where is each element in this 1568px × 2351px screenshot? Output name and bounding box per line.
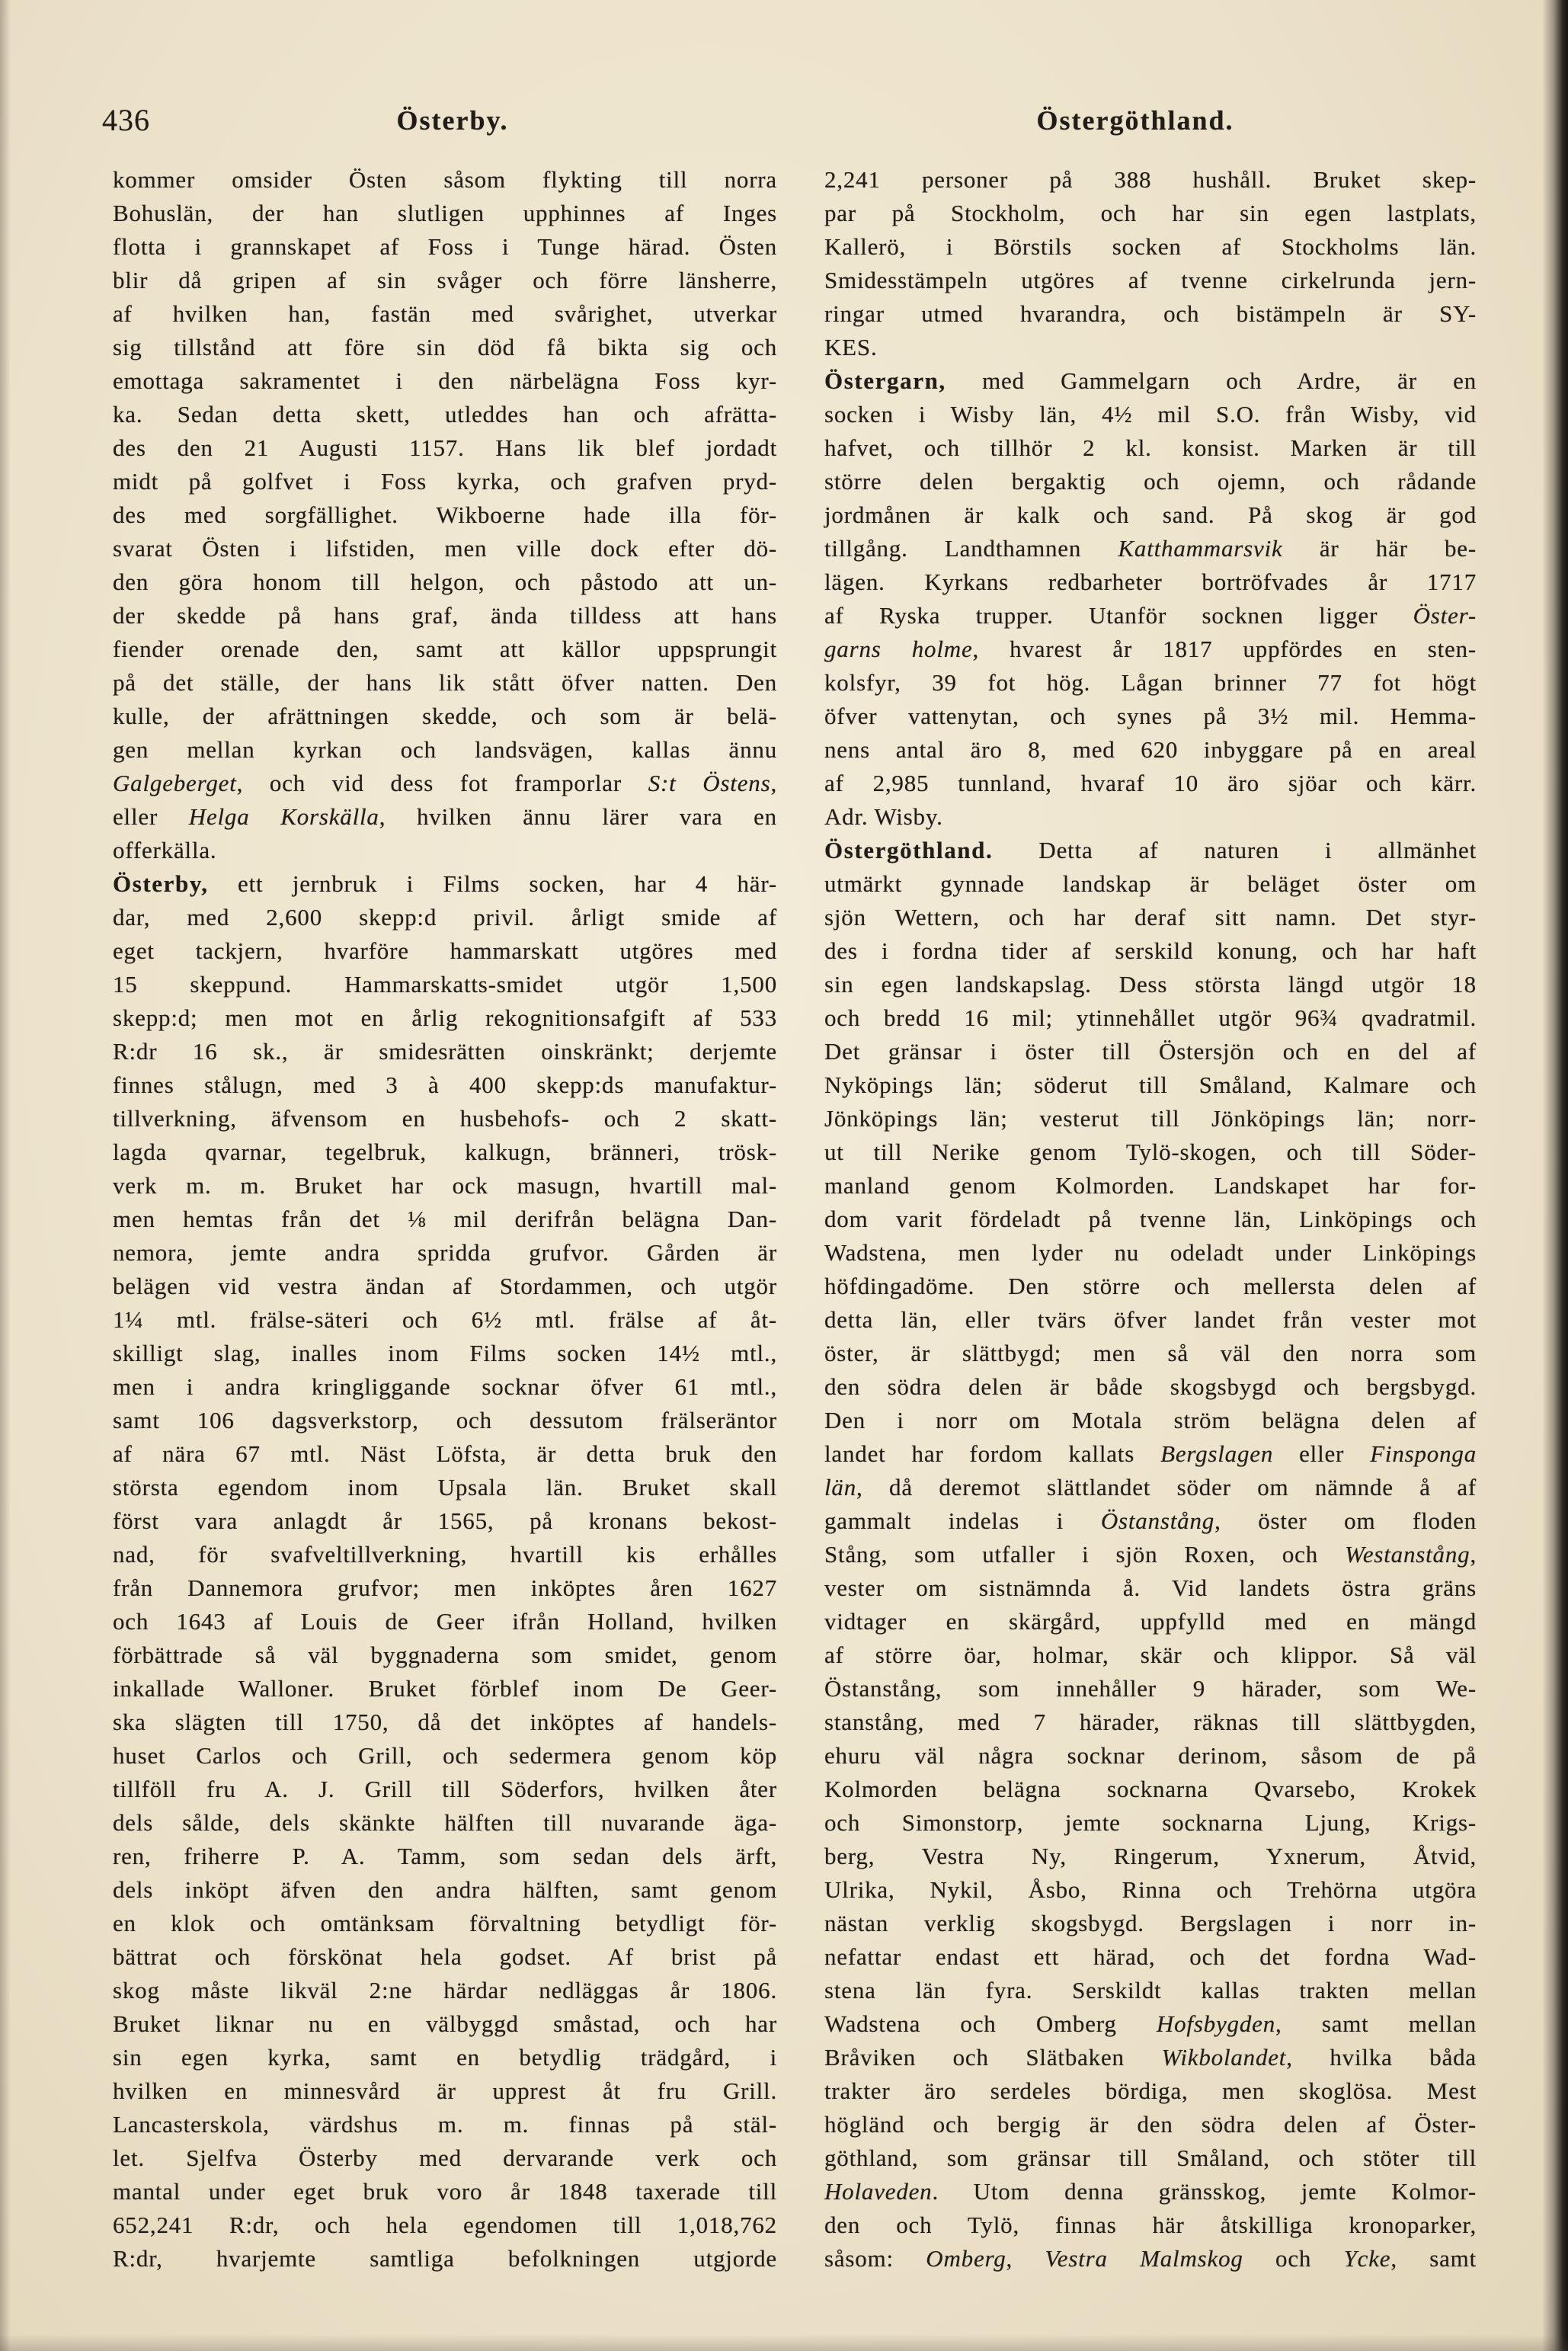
text-line bbox=[824, 230, 1477, 264]
text-line bbox=[113, 1203, 777, 1236]
text-run: dar, med 2,600 skepp:d privil. årligt smide af bbox=[113, 904, 777, 930]
text-run: först vara anlagdt år 1565, på kronans bekost- bbox=[113, 1507, 777, 1534]
text-run: midt på golfvet i Foss kyrka, och grafven pryd- bbox=[113, 468, 777, 495]
text-run: Detta af naturen i allmänhet bbox=[993, 837, 1477, 863]
text-line bbox=[113, 1773, 777, 1806]
text-run: let. Sjelfva Österby med dervarande verk och bbox=[113, 2144, 777, 2171]
text-line bbox=[113, 834, 777, 867]
text-run: dels inköpt äfven den andra hälften, samt genom bbox=[113, 1876, 777, 1903]
text-line bbox=[113, 1940, 777, 1974]
text-line bbox=[113, 2208, 777, 2242]
text-line bbox=[113, 1672, 777, 1706]
text-run: af nära 67 mtl. Näst Löfsta, är detta bruk den bbox=[113, 1440, 777, 1467]
text-line bbox=[113, 1571, 777, 1605]
text-run: , hvilken ännu lärer vara en bbox=[379, 803, 777, 830]
text-line bbox=[113, 1169, 777, 1203]
text-run: är här be- bbox=[1282, 535, 1477, 562]
text-run: eller bbox=[1273, 1440, 1371, 1467]
text-run: Smidesstämpeln utgöres af tvenne cirkelrunda jern- bbox=[824, 267, 1477, 293]
text-run: af hvilken han, fastän med svårighet, utverkar bbox=[113, 300, 777, 327]
text-line bbox=[113, 1471, 777, 1504]
text-run: men hemtas från det ⅛ mil derifrån belägna Dan- bbox=[113, 1206, 777, 1232]
text-run: af Ryska trupper. Utanför socknen ligger bbox=[824, 602, 1413, 629]
text-line bbox=[113, 1873, 777, 1907]
text-line bbox=[113, 1035, 777, 1068]
text-run: och 1643 af Louis de Geer ifrån Holland, hvilken bbox=[113, 1608, 777, 1635]
text-run: nefattar endast ett härad, och det fordna Wad- bbox=[824, 1943, 1477, 1970]
text-line bbox=[824, 1437, 1477, 1471]
text-line bbox=[824, 901, 1477, 934]
text-run: , bbox=[1470, 1541, 1477, 1568]
text-run: samt 106 dagsverkstorp, och dessutom frälseräntor bbox=[113, 1407, 777, 1433]
italic-term: Helga Korskälla bbox=[188, 803, 379, 830]
text-line bbox=[113, 1739, 777, 1773]
text-line bbox=[824, 331, 1477, 364]
text-line bbox=[824, 1571, 1477, 1605]
text-run: Ulrika, Nykil, Åsbo, Rinna och Trehörna utgöra bbox=[824, 1876, 1477, 1903]
text-run: stena län fyra. Serskildt kallas trakten mellan bbox=[824, 1977, 1477, 2003]
text-line bbox=[824, 1203, 1477, 1236]
text-run: 652,241 R:dr, och hela egendomen till 1,018,762 bbox=[113, 2212, 777, 2238]
text-line bbox=[113, 230, 777, 264]
text-line bbox=[113, 1068, 777, 1102]
text-line bbox=[824, 1236, 1477, 1270]
text-line bbox=[113, 264, 777, 297]
text-line bbox=[824, 532, 1477, 565]
text-run: sig tillstånd att före sin död få bikta sig och bbox=[113, 334, 777, 360]
text-line bbox=[824, 1102, 1477, 1135]
text-line bbox=[113, 1605, 777, 1638]
text-run: ren, friherre P. A. Tamm, som sedan dels ärft, bbox=[113, 1843, 777, 1869]
text-run: detta län, eller tvärs öfver landet från vester mot bbox=[824, 1306, 1477, 1333]
text-run: sin egen kyrka, samt en betydlig trädgård, i bbox=[113, 2044, 777, 2071]
text-line bbox=[113, 1504, 777, 1538]
italic-term: S:t Östens bbox=[648, 770, 771, 796]
text-run: , öster om floden bbox=[1214, 1507, 1477, 1534]
text-run: ut till Nerike genom Tylö-skogen, och till Söder- bbox=[824, 1139, 1477, 1165]
text-line bbox=[113, 532, 777, 565]
text-run: stanstång, med 7 härader, räknas till slättbygden, bbox=[824, 1709, 1477, 1735]
text-line bbox=[824, 1404, 1477, 1437]
text-run: trakter äro serdeles bördiga, men skoglösa. Mest bbox=[824, 2077, 1477, 2104]
text-line bbox=[113, 1303, 777, 1337]
running-head-right: Östergöthland. bbox=[1036, 105, 1234, 136]
text-run: och bbox=[1243, 2245, 1344, 2272]
text-line bbox=[824, 1135, 1477, 1169]
text-line bbox=[113, 431, 777, 465]
text-run: , hvarest år 1817 uppfördes en sten- bbox=[972, 636, 1477, 662]
text-line bbox=[824, 834, 1477, 867]
text-line bbox=[113, 565, 777, 599]
text-line bbox=[113, 1907, 777, 1940]
text-run: Jönköpings län; vesterut till Jönköpings län; norr- bbox=[824, 1105, 1477, 1132]
text-run: socken i Wisby län, 4½ mil S.O. från Wisby, vid bbox=[824, 401, 1477, 428]
text-run: 2,241 personer på 388 hushåll. Bruket skep- bbox=[824, 166, 1477, 193]
text-line bbox=[113, 197, 777, 230]
text-line bbox=[113, 1001, 777, 1035]
text-line bbox=[113, 968, 777, 1001]
text-run: finnes stålugn, med 3 à 400 skepp:ds manufaktur- bbox=[113, 1071, 777, 1098]
text-run: kolsfyr, 39 fot hög. Lågan brinner 77 fot högt bbox=[824, 669, 1477, 696]
text-line bbox=[113, 1538, 777, 1571]
text-run: och Simonstorp, jemte socknarna Ljung, Krigs- bbox=[824, 1809, 1477, 1836]
text-run: mantal under eget bruk voro år 1848 taxerade till bbox=[113, 2178, 777, 2205]
italic-term: Westanstång bbox=[1345, 1541, 1470, 1568]
text-run: gen mellan kyrkan och landsvägen, kallas ännu bbox=[113, 736, 777, 763]
text-run: ka. Sedan detta skett, utleddes han och afrätta- bbox=[113, 401, 777, 428]
text-run: nemora, jemte andra spridda grufvor. Gården är bbox=[113, 1239, 777, 1266]
text-run: sjön Wettern, och har deraf sitt namn. Det styr- bbox=[824, 904, 1477, 930]
text-run: nens antal äro 8, med 620 inbyggare på en areal bbox=[824, 736, 1477, 763]
page-header bbox=[0, 99, 1568, 142]
text-line bbox=[113, 934, 777, 968]
text-run: den södra delen är både skogsbygd och bergsbygd. bbox=[824, 1373, 1477, 1400]
text-run: , samt bbox=[1390, 2245, 1477, 2272]
text-line bbox=[824, 2007, 1477, 2041]
text-run: der skedde på hans graf, ända tilldess att hans bbox=[113, 602, 777, 629]
text-line bbox=[113, 867, 777, 901]
text-line bbox=[824, 1538, 1477, 1571]
text-line bbox=[824, 431, 1477, 465]
text-line bbox=[113, 163, 777, 197]
text-run: offerkälla. bbox=[113, 837, 217, 863]
text-run: ett jernbruk i Films socken, har 4 här- bbox=[208, 870, 777, 897]
text-line bbox=[113, 364, 777, 398]
text-line bbox=[824, 2108, 1477, 2141]
text-run: par på Stockholm, och har sin egen lastplats, bbox=[824, 200, 1477, 226]
text-run: dels sålde, dels skänkte hälften till nuvarande äga- bbox=[113, 1809, 777, 1836]
text-line bbox=[824, 498, 1477, 532]
running-head-left: Österby. bbox=[396, 105, 509, 136]
text-run: en klok och omtänksam förvaltning betydligt för- bbox=[113, 1910, 777, 1936]
text-line bbox=[824, 800, 1477, 834]
entry-headword: Österby, bbox=[113, 870, 209, 897]
text-line bbox=[113, 633, 777, 666]
text-line bbox=[824, 1270, 1477, 1303]
text-run: men i andra kringliggande socknar öfver 61 mtl., bbox=[113, 1373, 777, 1400]
text-line bbox=[824, 934, 1477, 968]
text-run: höfdingadöme. Den större och mellersta delen af bbox=[824, 1273, 1477, 1299]
text-run: , hvilka båda bbox=[1286, 2044, 1477, 2071]
text-run: af 2,985 tunnland, hvaraf 10 äro sjöar och kärr. bbox=[824, 770, 1477, 796]
text-run: tillverkning, äfvensom en husbehofs- och 2 skatt- bbox=[113, 1105, 777, 1132]
text-run: utmärkt gynnade landskap är beläget öster om bbox=[824, 870, 1477, 897]
text-run: Nyköpings län; söderut till Småland, Kalmare och bbox=[824, 1071, 1477, 1098]
text-line bbox=[824, 565, 1477, 599]
text-line bbox=[113, 2242, 777, 2276]
text-run: gammalt indelas i bbox=[824, 1507, 1101, 1534]
text-line bbox=[824, 2141, 1477, 2175]
text-line bbox=[824, 465, 1477, 498]
italic-term: Ycke bbox=[1343, 2245, 1391, 2272]
text-run: högländ och bergig är den södra delen af Öster- bbox=[824, 2111, 1477, 2138]
text-line bbox=[113, 767, 777, 800]
text-line bbox=[113, 1437, 777, 1471]
text-run: , samt mellan bbox=[1275, 2010, 1477, 2037]
text-line bbox=[824, 1840, 1477, 1873]
text-line bbox=[824, 1907, 1477, 1940]
text-line bbox=[824, 1706, 1477, 1739]
text-line bbox=[113, 1638, 777, 1672]
text-run: den och Tylö, finnas här åtskilliga kronoparker, bbox=[824, 2212, 1477, 2238]
text-run: förbättrade så väl byggnaderna som smidet, genom bbox=[113, 1642, 777, 1668]
text-line bbox=[824, 1504, 1477, 1538]
text-line bbox=[824, 398, 1477, 431]
text-line bbox=[824, 1605, 1477, 1638]
text-line bbox=[824, 1068, 1477, 1102]
text-line bbox=[113, 599, 777, 633]
text-run: eget tackjern, hvarföre hammarskatt utgöres med bbox=[113, 937, 777, 964]
text-line bbox=[113, 2007, 777, 2041]
text-line bbox=[113, 2041, 777, 2074]
text-line bbox=[824, 666, 1477, 700]
text-line bbox=[113, 297, 777, 331]
text-line bbox=[824, 1169, 1477, 1203]
text-run: Bohuslän, der han slutligen upphinnes af Inges bbox=[113, 200, 777, 226]
text-line bbox=[824, 1773, 1477, 1806]
text-run: des i fordna tider af serskild konung, och har haft bbox=[824, 937, 1477, 964]
text-column-right bbox=[824, 163, 1477, 2276]
text-run: Wadstena och Omberg bbox=[824, 2010, 1157, 2037]
text-run: Lancasterskola, värdshus m. m. finnas på stäl- bbox=[113, 2111, 777, 2138]
text-run: hvilken en minnesvård är upprest åt fru Grill. bbox=[113, 2077, 777, 2104]
text-run: och bredd 16 mil; ytinnehållet utgör 96¾ qvadratmil. bbox=[824, 1004, 1477, 1031]
text-line bbox=[113, 465, 777, 498]
text-run: lagda qvarnar, tegelbruk, kalkugn, bränneri, trösk- bbox=[113, 1139, 777, 1165]
text-line bbox=[824, 599, 1477, 633]
italic-term: garns holme bbox=[824, 636, 973, 662]
text-run: blir då gripen af sin svåger och förre länsherre, bbox=[113, 267, 777, 293]
text-run: fiender orenade den, samt att källor uppsprungit bbox=[113, 636, 777, 662]
italic-term: Vestra Malmskog bbox=[1045, 2245, 1243, 2272]
text-run: ehuru väl några socknar derinom, såsom de på bbox=[824, 1742, 1477, 1769]
text-line bbox=[113, 733, 777, 767]
text-run: tillgång. Landthamnen bbox=[824, 535, 1118, 562]
text-line bbox=[113, 1270, 777, 1303]
text-run: hafvet, och tillhör 2 kl. konsist. Marken är till bbox=[824, 434, 1477, 461]
page-number: 436 bbox=[102, 103, 150, 137]
text-line bbox=[113, 2141, 777, 2175]
text-line bbox=[824, 700, 1477, 733]
text-run: såsom: bbox=[824, 2245, 926, 2272]
text-run: inkallade Walloner. Bruket förblef inom De Geer- bbox=[113, 1675, 777, 1702]
text-run: från Dannemora grufvor; men inköptes åren 1627 bbox=[113, 1574, 777, 1601]
text-run: den göra honom till helgon, och påstodo att un- bbox=[113, 569, 777, 595]
text-line bbox=[113, 1236, 777, 1270]
italic-term: Finsponga bbox=[1370, 1440, 1477, 1467]
text-run: 15 skeppund. Hammarskatts-smidet utgör 1,500 bbox=[113, 971, 777, 998]
text-run: Bråviken och Slätbaken bbox=[824, 2044, 1162, 2071]
page-edge-shadow-bottom bbox=[0, 2334, 1568, 2351]
text-line bbox=[824, 2074, 1477, 2108]
text-run: kommer omsider Östen såsom flykting till norra bbox=[113, 166, 777, 193]
entry-headword: Östergöthland. bbox=[824, 837, 994, 863]
text-line bbox=[113, 331, 777, 364]
text-line bbox=[824, 867, 1477, 901]
text-run: Wadstena, men lyder nu odeladt under Linköpings bbox=[824, 1239, 1477, 1266]
italic-term: Katthammarsvik bbox=[1118, 535, 1283, 562]
text-line bbox=[113, 1337, 777, 1370]
text-line bbox=[113, 1706, 777, 1739]
text-line bbox=[113, 1135, 777, 1169]
text-run: R:dr, hvarjemte samtliga befolkningen utgjorde bbox=[113, 2245, 777, 2272]
text-run: 1¼ mtl. frälse-säteri och 6½ mtl. frälse af åt- bbox=[113, 1306, 777, 1333]
text-run: Den i norr om Motala ström belägna delen af bbox=[824, 1407, 1477, 1433]
text-column-left bbox=[113, 163, 777, 2276]
text-run: Det gränsar i öster till Östersjön och en del af bbox=[824, 1038, 1477, 1065]
text-line bbox=[113, 700, 777, 733]
text-run: emottaga sakramentet i den närbelägna Foss kyr- bbox=[113, 367, 777, 394]
paragraph bbox=[113, 867, 777, 2276]
text-run: ringar utmed hvarandra, och bistämpeln är SY- bbox=[824, 300, 1477, 327]
text-line bbox=[824, 264, 1477, 297]
text-run: Östanstång, som innehåller 9 härader, som We- bbox=[824, 1675, 1477, 1702]
text-line bbox=[824, 1035, 1477, 1068]
text-run: Stång, som utfaller i sjön Roxen, och bbox=[824, 1541, 1346, 1568]
text-run: skepp:d; men mot en årlig rekognitionsafgift af 533 bbox=[113, 1004, 777, 1031]
text-run: kulle, der afrättningen skedde, och som är belä- bbox=[113, 703, 777, 729]
text-run: sin egen landskapslag. Dess största längd utgör 18 bbox=[824, 971, 1477, 998]
text-run: jordmånen är kalk och sand. På skog är god bbox=[824, 501, 1477, 528]
text-run: Bruket liknar nu en välbyggd småstad, och har bbox=[113, 2010, 777, 2037]
text-line bbox=[824, 2242, 1477, 2276]
text-line bbox=[824, 2208, 1477, 2242]
text-line bbox=[113, 498, 777, 532]
text-run: KES. bbox=[824, 334, 878, 360]
text-run: , bbox=[1006, 2245, 1045, 2272]
text-run: verk m. m. Bruket har ock masugn, hvartill mal- bbox=[113, 1172, 777, 1199]
text-line bbox=[113, 901, 777, 934]
text-run: ska slägten till 1750, då det inköptes af handels- bbox=[113, 1709, 777, 1735]
text-run: manland genom Kolmorden. Landskapet har for- bbox=[824, 1172, 1477, 1199]
text-run: R:dr 16 sk., är smidesrätten oinskränkt; derjemte bbox=[113, 1038, 777, 1065]
text-run: flotta i grannskapet af Foss i Tunge härad. Östen bbox=[113, 233, 777, 260]
text-run: nad, för svafveltillverkning, hvartill kis erhålles bbox=[113, 1541, 777, 1568]
text-run: Kolmorden belägna socknarna Qvarsebo, Krokek bbox=[824, 1776, 1477, 1802]
text-line bbox=[824, 1303, 1477, 1337]
text-line bbox=[113, 800, 777, 834]
text-run: skog måste likväl 2:ne härdar nedläggas år 1806. bbox=[113, 1977, 777, 2003]
text-line bbox=[113, 2175, 777, 2208]
text-run: belägen vid vestra ändan af Stordammen, och utgör bbox=[113, 1273, 777, 1299]
text-run: des med sorgfällighet. Wikboerne hade illa för- bbox=[113, 501, 777, 528]
text-run: landet har fordom kallats bbox=[824, 1440, 1161, 1467]
text-run: med Gammelgarn och Ardre, är en bbox=[946, 367, 1477, 394]
text-line bbox=[113, 1974, 777, 2007]
text-line bbox=[824, 1974, 1477, 2007]
text-run: vester om sistnämnda å. Vid landets östra gräns bbox=[824, 1574, 1477, 1601]
text-run: största egendom inom Upsala län. Bruket skall bbox=[113, 1474, 777, 1501]
text-run: öster, är slättbygd; men så väl den norra som bbox=[824, 1340, 1477, 1366]
text-line bbox=[824, 1471, 1477, 1504]
text-run: nästan verklig skogsbygd. Bergslagen i norr in- bbox=[824, 1910, 1477, 1936]
text-run: des den 21 Augusti 1157. Hans lik blef jordadt bbox=[113, 434, 777, 461]
text-run: dom varit fördeladt på tvenne län, Linköpings och bbox=[824, 1206, 1477, 1232]
text-run: skilligt slag, inalles inom Films socken 14½ mtl., bbox=[113, 1340, 777, 1366]
text-run: , och vid dess fot framporlar bbox=[236, 770, 648, 796]
text-run: Adr. Wisby. bbox=[824, 803, 943, 830]
text-line bbox=[824, 2175, 1477, 2208]
italic-term: Omberg bbox=[926, 2245, 1006, 2272]
text-run: af större öar, holmar, skär och klippor. Så väl bbox=[824, 1642, 1477, 1668]
italic-term: län bbox=[824, 1474, 857, 1501]
text-line bbox=[824, 1001, 1477, 1035]
text-run: lägen. Kyrkans redbarheter bortröfvades år 1717 bbox=[824, 569, 1477, 595]
text-run: eller bbox=[113, 803, 189, 830]
text-line bbox=[824, 1873, 1477, 1907]
italic-term: Holaveden bbox=[824, 2178, 933, 2205]
text-line bbox=[113, 398, 777, 431]
text-line bbox=[824, 767, 1477, 800]
italic-term: Öster- bbox=[1413, 602, 1477, 629]
text-run: på det ställe, der hans lik stått öfver natten. Den bbox=[113, 669, 777, 696]
text-line bbox=[824, 1739, 1477, 1773]
text-line bbox=[824, 197, 1477, 230]
italic-term: Galgeberget bbox=[113, 770, 237, 796]
italic-term: Bergslagen bbox=[1160, 1440, 1274, 1467]
text-line bbox=[824, 2041, 1477, 2074]
text-run: berg, Vestra Ny, Ringerum, Yxnerum, Åtvid, bbox=[824, 1843, 1477, 1869]
text-run: större delen bergaktig och ojemn, och rådande bbox=[824, 468, 1477, 495]
text-line bbox=[824, 1337, 1477, 1370]
italic-term: Hofsbygden bbox=[1156, 2010, 1276, 2037]
text-line bbox=[824, 1806, 1477, 1840]
text-line bbox=[113, 1806, 777, 1840]
text-line bbox=[113, 666, 777, 700]
paragraph bbox=[824, 163, 1477, 364]
page-edge-shadow-left bbox=[0, 0, 11, 2351]
text-line bbox=[824, 1940, 1477, 1974]
text-line bbox=[824, 633, 1477, 666]
text-line bbox=[824, 1370, 1477, 1404]
text-line bbox=[113, 1840, 777, 1873]
text-run: tillföll fru A. J. Grill till Söderfors, hvilken åter bbox=[113, 1776, 777, 1802]
text-line bbox=[824, 733, 1477, 767]
paragraph bbox=[824, 834, 1477, 2276]
paragraph bbox=[113, 163, 777, 867]
text-run: öfver vattenytan, och synes på 3½ mil. Hemma- bbox=[824, 703, 1477, 729]
page-edge-shadow-right bbox=[1542, 0, 1568, 2351]
italic-term: Östanstång bbox=[1100, 1507, 1215, 1534]
text-line bbox=[824, 1672, 1477, 1706]
text-line bbox=[824, 297, 1477, 331]
text-run: huset Carlos och Grill, och sedermera genom köp bbox=[113, 1742, 777, 1769]
text-line bbox=[824, 364, 1477, 398]
text-line bbox=[113, 1370, 777, 1404]
text-line bbox=[113, 2074, 777, 2108]
text-line bbox=[824, 163, 1477, 197]
text-run: . Utom denna gränsskog, jemte Kolmor- bbox=[932, 2178, 1477, 2205]
text-run: Kallerö, i Börstils socken af Stockholms län. bbox=[824, 233, 1477, 260]
text-run: , då deremot slättlandet söder om nämnde å af bbox=[856, 1474, 1477, 1501]
text-line bbox=[824, 968, 1477, 1001]
paragraph bbox=[824, 364, 1477, 834]
text-run: svarat Östen i lifstiden, men ville dock efter dö- bbox=[113, 535, 777, 562]
italic-term: Wikbolandet bbox=[1161, 2044, 1287, 2071]
text-run: , bbox=[770, 770, 778, 796]
text-line bbox=[113, 1102, 777, 1135]
text-line bbox=[113, 2108, 777, 2141]
text-line bbox=[113, 1404, 777, 1437]
text-run: vidtager en skärgård, uppfylld med en mängd bbox=[824, 1608, 1477, 1635]
text-line bbox=[824, 1638, 1477, 1672]
text-run: bättrat och förskönat hela godset. Af brist på bbox=[113, 1943, 777, 1970]
entry-headword: Östergarn, bbox=[824, 367, 946, 394]
text-run: göthland, som gränsar till Småland, och stöter till bbox=[824, 2144, 1477, 2171]
